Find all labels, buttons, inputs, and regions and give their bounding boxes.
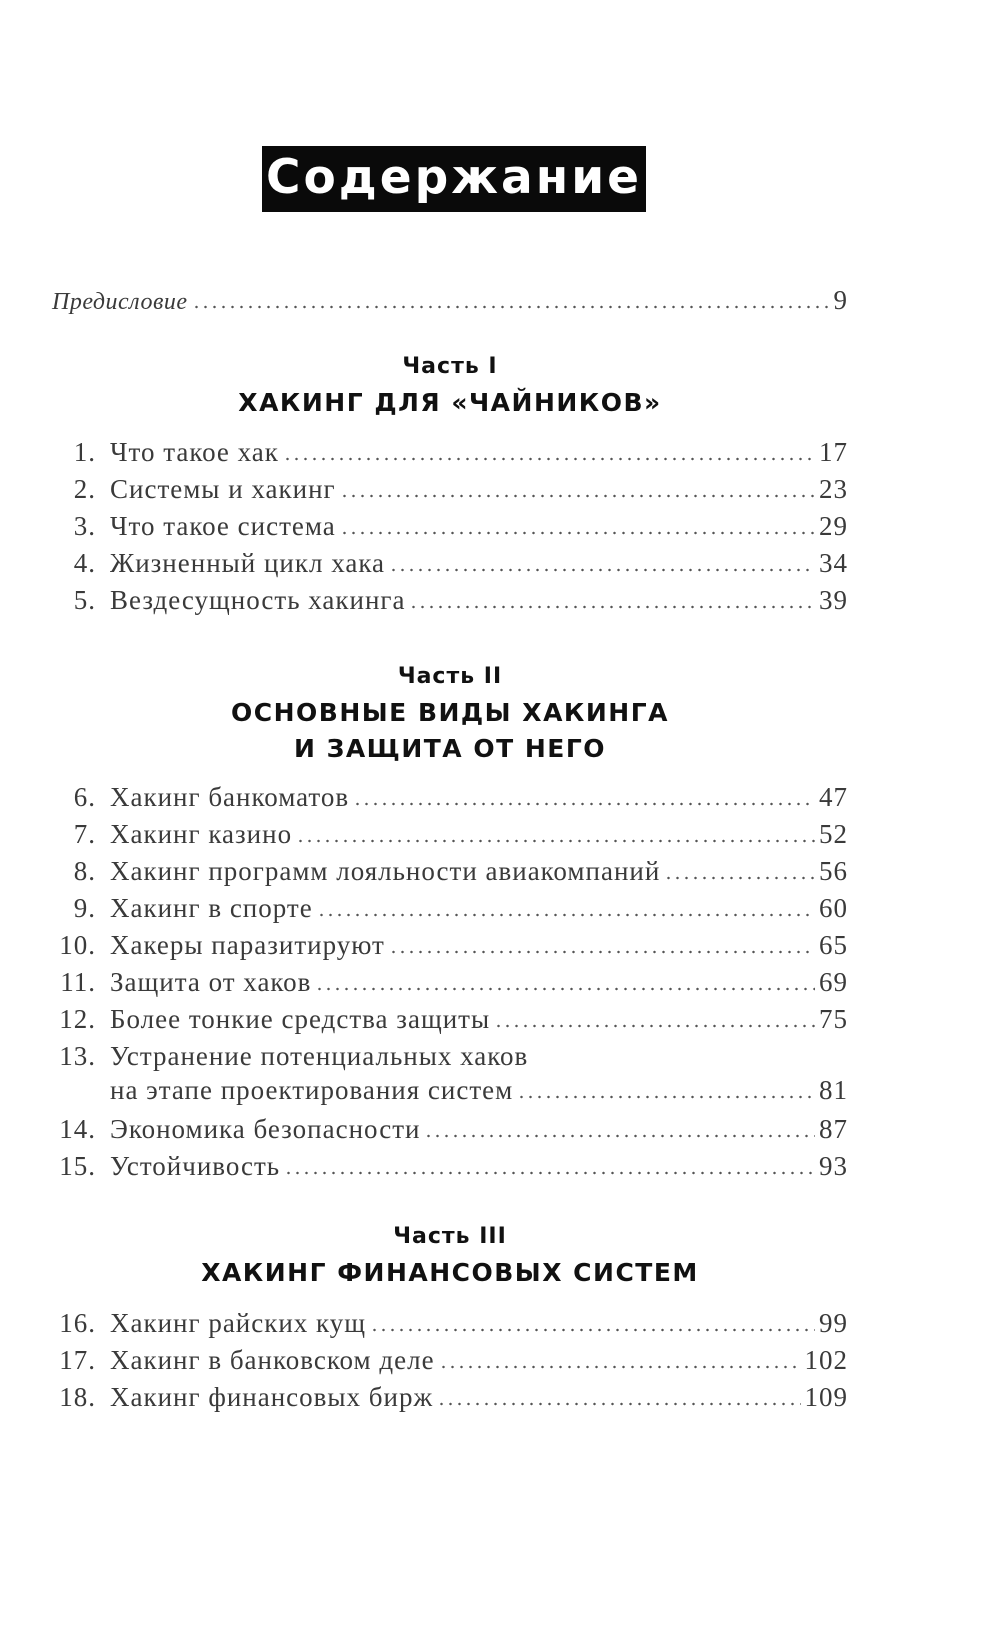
- toc-line: [110, 782, 848, 813]
- chapter-page: 17: [819, 437, 848, 467]
- chapter-title: Хакинг банкоматов: [110, 782, 350, 812]
- heading-wrap: [262, 146, 646, 212]
- chapter-number: 7.: [73, 819, 96, 849]
- dot-leader: [296, 839, 815, 843]
- dot-leader: [389, 568, 815, 572]
- chapter-title: Вездесущность хакинга: [110, 585, 406, 615]
- chapter-number: 1.: [73, 437, 96, 467]
- chapter-number: 6.: [73, 782, 96, 812]
- page-title: Содержание: [262, 146, 646, 212]
- chapter-page: 52: [819, 819, 848, 849]
- chapter-title: Хакинг в спорте: [110, 893, 313, 923]
- chapter-page: 60: [819, 893, 848, 923]
- toc-entry[interactable]: [52, 889, 848, 927]
- chapter-number: 8.: [73, 856, 96, 886]
- dot-leader: [340, 494, 815, 498]
- chapter-number: 5.: [73, 585, 96, 615]
- part-title-line: ОСНОВНЫЕ ВИДЫ ХАКИНГА: [231, 698, 669, 727]
- toc-line: [110, 930, 848, 961]
- chapter-number: 11.: [60, 967, 96, 997]
- dot-leader: [317, 913, 815, 917]
- toc-entry[interactable]: [52, 1341, 848, 1379]
- toc-entry[interactable]: [52, 1000, 848, 1038]
- preface-page: 9: [833, 285, 848, 315]
- chapter-number: 17.: [59, 1345, 96, 1375]
- toc-entry-preface[interactable]: [52, 281, 848, 319]
- toc-entry[interactable]: [52, 815, 848, 853]
- chapter-number: 9.: [73, 893, 96, 923]
- chapter-title: Устойчивость: [110, 1151, 281, 1181]
- chapter-page: 39: [819, 585, 848, 615]
- chapter-title: Хакинг в банковском деле: [110, 1345, 435, 1375]
- part-heading-2: [52, 664, 848, 767]
- chapter-page: 87: [819, 1114, 848, 1144]
- chapter-title: Хакинг финансовых бирж: [110, 1382, 434, 1412]
- toc-entry[interactable]: [52, 433, 848, 471]
- toc-entry[interactable]: [52, 507, 848, 545]
- toc-entry[interactable]: [52, 1378, 848, 1416]
- chapter-number: 4.: [73, 548, 96, 578]
- dot-leader: [370, 1328, 815, 1332]
- dot-leader: [437, 1402, 800, 1406]
- dot-leader: [340, 531, 815, 535]
- toc-entry[interactable]: [52, 1110, 848, 1148]
- chapter-title: Что такое хак: [110, 437, 279, 467]
- dot-leader: [353, 802, 815, 806]
- chapter-page: 65: [819, 930, 848, 960]
- toc-line: [110, 1114, 848, 1145]
- toc-line: [110, 856, 848, 887]
- part-heading-3: [52, 1224, 848, 1291]
- toc-line: [110, 474, 848, 505]
- chapter-title: Экономика безопасности: [110, 1114, 421, 1144]
- chapter-page: 23: [819, 474, 848, 504]
- toc-entry[interactable]: [52, 963, 848, 1001]
- toc-line: [110, 548, 848, 579]
- toc-entry[interactable]: [52, 778, 848, 816]
- chapter-title: Системы и хакинг: [110, 474, 336, 504]
- toc-line: [110, 437, 848, 468]
- part-label: Часть II: [397, 664, 503, 689]
- chapter-number: 16.: [59, 1308, 96, 1338]
- chapter-page: 99: [819, 1308, 848, 1338]
- toc-line: [110, 1308, 848, 1339]
- toc-line: [110, 585, 848, 616]
- chapter-title: Жизненный цикл хака: [110, 548, 386, 578]
- dot-leader: [315, 987, 815, 991]
- chapter-page: 29: [819, 511, 848, 541]
- chapter-title-continued: на этапе проектирования систем: [110, 1075, 514, 1105]
- part-label: Часть III: [393, 1224, 507, 1249]
- toc-line: [110, 511, 848, 542]
- chapter-title: Что такое система: [110, 511, 336, 541]
- toc-entry[interactable]: [52, 544, 848, 582]
- dot-leader: [284, 1171, 815, 1175]
- toc-line: [110, 1382, 848, 1413]
- toc-line: [110, 1004, 848, 1035]
- toc-line: [52, 285, 848, 316]
- chapter-number: 14.: [59, 1114, 96, 1144]
- part-title: ХАКИНГ ДЛЯ «ЧАЙНИКОВ»: [238, 388, 662, 417]
- toc-line: [110, 893, 848, 924]
- chapter-title: Хакинг казино: [110, 819, 293, 849]
- dot-leader: [439, 1365, 801, 1369]
- chapter-page: 75: [819, 1004, 848, 1034]
- dot-leader: [389, 950, 815, 954]
- dot-leader: [283, 457, 815, 461]
- toc-entry[interactable]: [52, 926, 848, 964]
- preface-title: Предисловие: [52, 289, 188, 315]
- toc-line: [110, 1345, 848, 1376]
- toc-entry[interactable]: [52, 470, 848, 508]
- chapter-page: 109: [804, 1382, 848, 1412]
- chapter-title: Устранение потенциальных хаков: [110, 1041, 529, 1071]
- part-heading-1: [52, 354, 848, 421]
- chapter-number: 18.: [59, 1382, 96, 1412]
- chapter-page: 47: [819, 782, 848, 812]
- chapter-title: Защита от хаков: [110, 967, 312, 997]
- part-label: Часть I: [402, 354, 498, 379]
- chapter-number: 10.: [59, 930, 96, 960]
- chapter-number: 2.: [73, 474, 96, 504]
- chapter-page: 56: [819, 856, 848, 886]
- chapter-number: 3.: [73, 511, 96, 541]
- chapter-page: 34: [819, 548, 848, 578]
- dot-leader: [424, 1134, 815, 1138]
- dot-leader: [192, 305, 830, 309]
- chapter-number: 12.: [59, 1004, 96, 1034]
- toc-entry[interactable]: [52, 1037, 848, 1109]
- toc-entry[interactable]: [52, 1304, 848, 1342]
- toc-entry[interactable]: [52, 1147, 848, 1185]
- chapter-page: 93: [819, 1151, 848, 1181]
- chapter-title: Более тонкие средства защиты: [110, 1004, 491, 1034]
- chapter-page: 102: [804, 1345, 848, 1375]
- part-title-line: И ЗАЩИТА ОТ НЕГО: [293, 734, 607, 763]
- toc-entry[interactable]: [52, 581, 848, 619]
- chapter-page: 69: [819, 967, 848, 997]
- toc-entry[interactable]: [52, 852, 848, 890]
- dot-leader: [494, 1024, 815, 1028]
- dot-leader: [409, 605, 815, 609]
- chapter-title: Хакеры паразитируют: [110, 930, 385, 960]
- toc-line: [110, 1151, 848, 1182]
- chapter-title: Хакинг программ лояльности авиакомпаний: [110, 856, 661, 886]
- toc-line: [110, 967, 848, 998]
- toc-line: [110, 819, 848, 850]
- chapter-number: 15.: [59, 1151, 96, 1181]
- chapter-title: Хакинг райских кущ: [110, 1308, 367, 1338]
- part-title: ХАКИНГ ФИНАНСОВЫХ СИСТЕМ: [201, 1258, 699, 1287]
- dot-leader: [664, 876, 815, 880]
- chapter-page: 81: [819, 1075, 848, 1105]
- dot-leader: [517, 1095, 815, 1099]
- toc-line: [110, 1075, 848, 1106]
- chapter-number: 13.: [59, 1041, 96, 1071]
